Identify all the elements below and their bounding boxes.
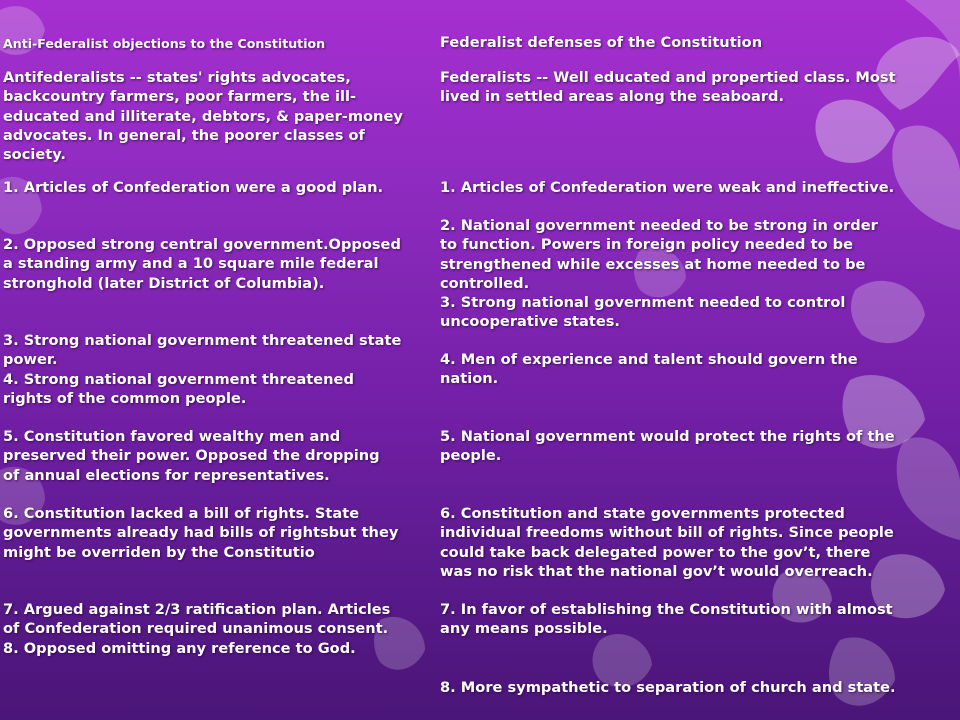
left-point: 6. Constitution lacked a bill of rights. State governments already had bills of rightsbut they might be overriden by the Constitutio <box>3 505 399 561</box>
right-point: 7. In favor of establishing the Constitution with almost any means possible. <box>440 601 893 638</box>
right-heading: Federalist defenses of the Constitution <box>440 34 763 51</box>
right-point: 4. Men of experience and talent should govern the nation. <box>440 351 858 388</box>
left-point: 5. Constitution favored wealthy men and preserved their power. Opposed the dropping of annual elections for representatives. <box>3 428 380 484</box>
left-heading: Anti-Federalist objections to the Constitution <box>3 36 326 51</box>
right-point: 6. Constitution and state governments protected individual freedoms without bill of rights. Since people could take back delegated power to the gov’t, there was no risk that the national gov’t would overreach. <box>440 505 894 580</box>
right-point: 5. National government would protect the rights of the people. <box>440 428 895 465</box>
right-intro: Federalists -- Well educated and propertied class. Most lived in settled areas along the seaboard. <box>440 69 896 106</box>
left-point: 1. Articles of Confederation were a good plan. <box>3 179 384 196</box>
left-point: 7. Argued against 2/3 ratification plan. Articles of Confederation required unanimous consent. 8. Opposed omitting any reference to God. <box>3 601 391 657</box>
right-point: 2. National government needed to be strong in order to function. Powers in foreign policy needed to be strengthened while excesses at home needed to be controlled. 3. Strong national government needed to control uncooperative states. <box>440 217 878 331</box>
left-intro: Antifederalists -- states' rights advocates, backcountry farmers, poor farmers, the ill- educated and illiterate, debtors, & paper-money advocates. In general, the poorer classes of society. <box>3 69 403 164</box>
leaf-icon <box>815 100 895 163</box>
left-point: 2. Opposed strong central government.Opposed a standing army and a 10 square mile federal stronghold (later District of Columbia). <box>3 236 401 292</box>
left-point: 3. Strong national government threatened state power. 4. Strong national government threatened rights of the common people. <box>3 332 402 407</box>
right-point: 8. More sympathetic to separation of church and state. <box>440 679 896 696</box>
right-point: 1. Articles of Confederation were weak and ineffective. <box>440 179 895 196</box>
